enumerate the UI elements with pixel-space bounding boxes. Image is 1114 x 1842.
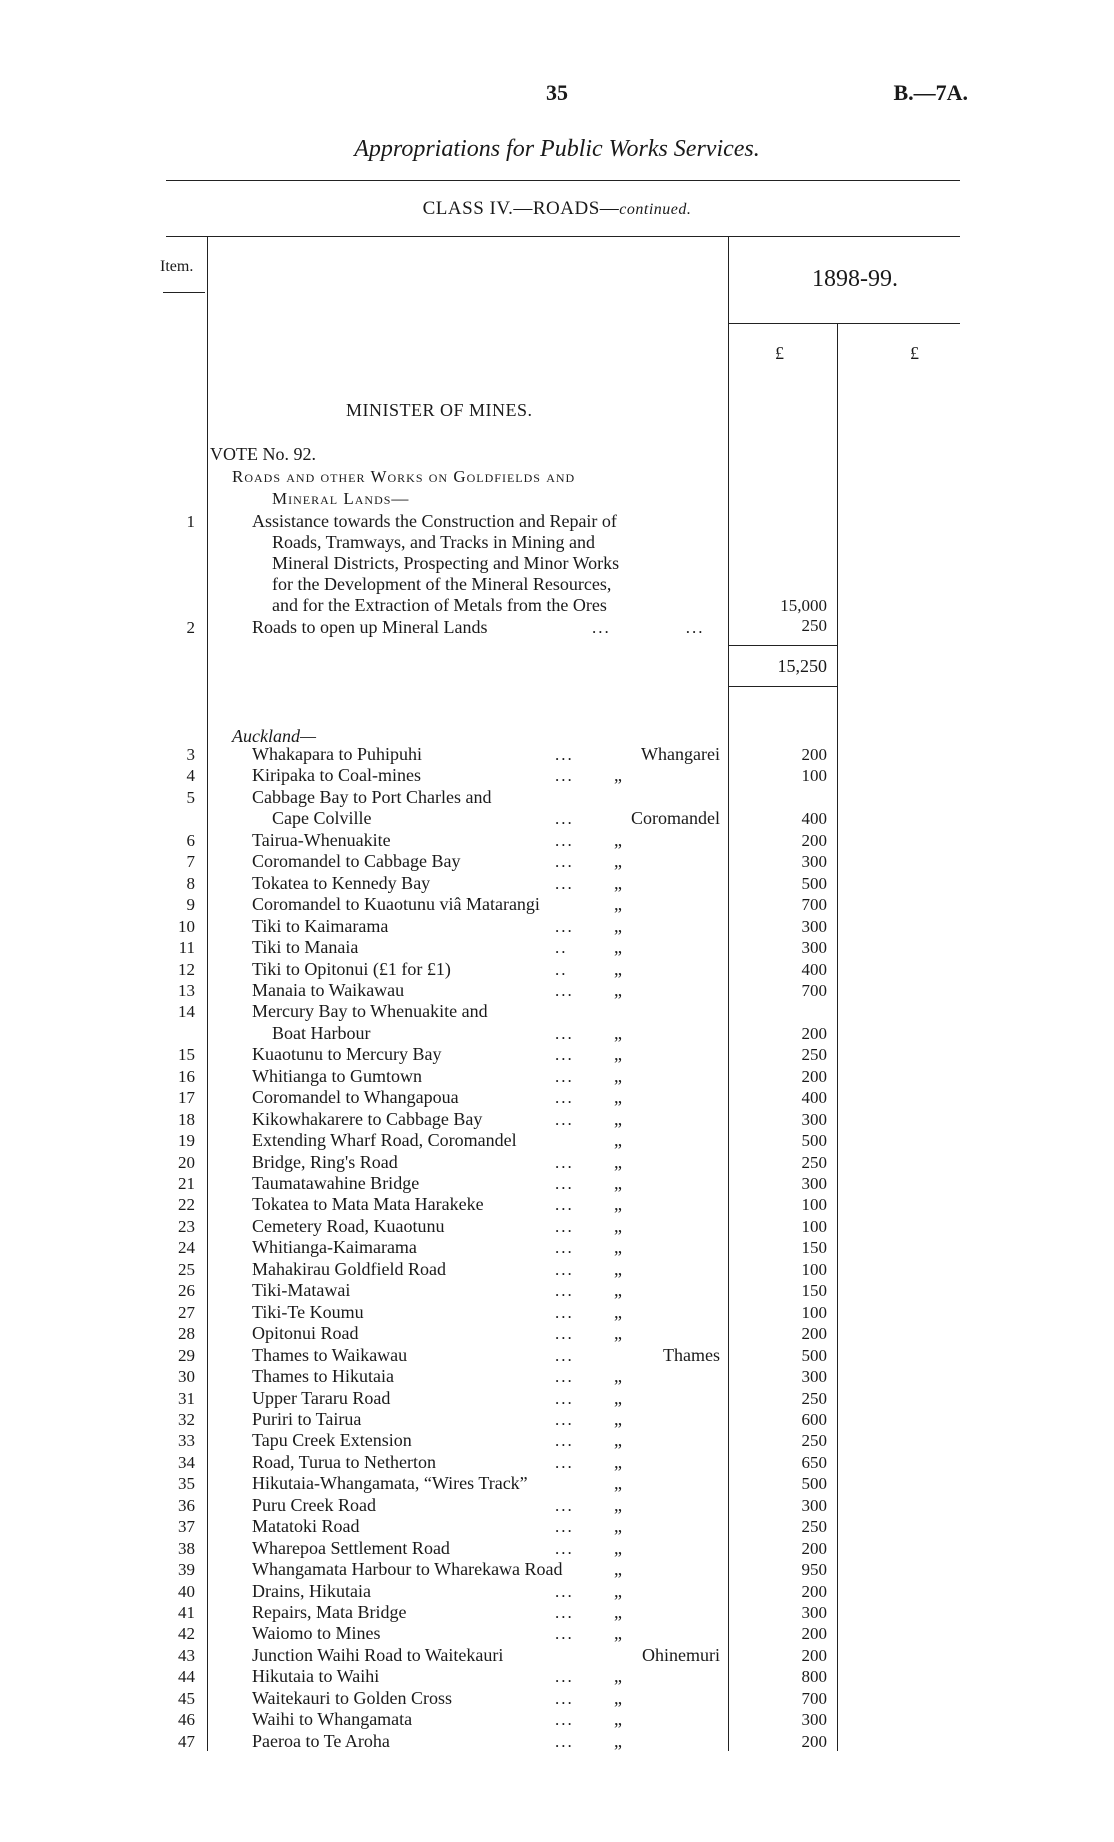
item-amount: 200 <box>801 831 827 850</box>
item-name: Waitekauri to Golden Cross <box>252 1688 453 1708</box>
vote-heading-line2: Mineral Lands— <box>272 489 410 508</box>
section-heading: Auckland— <box>232 726 316 746</box>
leader-dots: ... <box>555 1367 574 1386</box>
item-name: Thames to Hikutaia <box>252 1366 394 1386</box>
item-number: 28 <box>178 1324 195 1343</box>
item-district: „ <box>614 1709 622 1729</box>
item-amount: 500 <box>801 874 827 893</box>
item-district: „ <box>614 873 622 893</box>
year-header: 1898-99. <box>812 266 898 292</box>
leader-dots: ... <box>555 1217 574 1236</box>
item-amount: 300 <box>801 1367 827 1386</box>
item-district: „ <box>614 1237 622 1257</box>
page-number: 35 <box>546 80 568 105</box>
item-name: Waiomo to Mines <box>252 1623 381 1643</box>
pound-header-1: £ <box>775 343 784 363</box>
item-district: „ <box>614 1452 622 1472</box>
item-number: 12 <box>178 960 195 979</box>
item-district: „ <box>614 1602 622 1622</box>
item-amount: 300 <box>801 1496 827 1515</box>
item-number: 34 <box>178 1453 195 1472</box>
item-amount: 200 <box>801 1324 827 1343</box>
amount-column-rule <box>837 324 838 1751</box>
item-district: „ <box>614 1109 622 1129</box>
leader-dots: ... <box>555 809 574 828</box>
item-name: Whitianga-Kaimarama <box>252 1237 417 1257</box>
item-number: 22 <box>178 1195 195 1214</box>
item-number: 43 <box>178 1646 195 1665</box>
item-name: Kikowhakarere to Cabbage Bay <box>252 1109 483 1129</box>
item-number: 45 <box>178 1689 195 1708</box>
item-name: Coromandel to Kuaotunu viâ Matarangi <box>252 894 540 914</box>
item-number: 3 <box>186 745 195 764</box>
item-name: Taumatawahine Bridge <box>252 1173 420 1193</box>
vote-subtotal: 15,250 <box>777 656 827 676</box>
item-name: Junction Waihi Road to Waitekauri <box>252 1645 504 1665</box>
leader-dots: ... <box>555 1303 574 1322</box>
item-district: „ <box>614 916 622 936</box>
item-district: Thames <box>663 1345 720 1365</box>
item-name: Extending Wharf Road, Coromandel <box>252 1130 517 1150</box>
item-number: 23 <box>178 1217 195 1236</box>
item-amount: 250 <box>801 1431 827 1450</box>
item-district: „ <box>614 1409 622 1429</box>
item-amount: 200 <box>801 1732 827 1751</box>
item-name: Cemetery Road, Kuaotunu <box>252 1216 445 1236</box>
item-amount: 250 <box>801 1153 827 1172</box>
item-district: „ <box>614 1173 622 1193</box>
item-number: 19 <box>178 1131 195 1150</box>
item-number: 27 <box>178 1303 195 1322</box>
leader-dots: ... <box>555 852 574 871</box>
item-amount: 700 <box>801 1689 827 1708</box>
item-number: 33 <box>178 1431 195 1450</box>
item-amount: 300 <box>801 1603 827 1622</box>
item1-line: and for the Extraction of Metals from the Ores <box>272 595 607 615</box>
item-number: 21 <box>178 1174 195 1193</box>
item-number: 6 <box>186 831 195 850</box>
item-amount: 500 <box>801 1346 827 1365</box>
leader-dots: ... <box>555 1238 574 1257</box>
item-name: Matatoki Road <box>252 1516 360 1536</box>
item-number: 31 <box>178 1389 195 1408</box>
item-number: 9 <box>186 895 195 914</box>
item-amount: 300 <box>801 1110 827 1129</box>
item-name: Tiki to Kaimarama <box>252 916 389 936</box>
item-amount: 800 <box>801 1667 827 1686</box>
vote-title: VOTE No. 92. <box>210 444 316 464</box>
item-name: Cape Colville <box>272 808 372 828</box>
item-name: Hikutaia-Whangamata, “Wires Track” <box>252 1473 528 1493</box>
item-number: 47 <box>178 1732 195 1751</box>
leader-dots: ... <box>555 1710 574 1729</box>
item-amount: 100 <box>801 766 827 785</box>
leader-dots: ... <box>555 1582 574 1601</box>
item-name: Opitonui Road <box>252 1323 359 1343</box>
leader-dots: ... <box>555 874 574 893</box>
item-number: 24 <box>178 1238 195 1257</box>
item-district: „ <box>614 1516 622 1536</box>
item-name: Tiki-Matawai <box>252 1280 351 1300</box>
item-amount: 150 <box>801 1238 827 1257</box>
item-amount: 500 <box>801 1131 827 1150</box>
leader-dots: ... <box>555 1260 574 1279</box>
item-number: 46 <box>178 1710 195 1729</box>
item-district: „ <box>614 1280 622 1300</box>
item-name: Coromandel to Whangapoua <box>252 1087 459 1107</box>
item-district: „ <box>614 1430 622 1450</box>
item-amount: 300 <box>801 938 827 957</box>
item1-line: for the Development of the Mineral Resources, <box>272 574 612 594</box>
item-district: „ <box>614 830 622 850</box>
minister-heading: MINISTER OF MINES. <box>346 400 533 420</box>
item-district: „ <box>614 894 622 914</box>
leader-dots: ... <box>555 1346 574 1365</box>
item-name: Hikutaia to Waihi <box>252 1666 380 1686</box>
leader-dots: ... <box>555 1195 574 1214</box>
leader-dots: .. <box>555 938 568 957</box>
item-name: Drains, Hikutaia <box>252 1581 371 1601</box>
leader-dots: ... <box>555 1324 574 1343</box>
leader-dots: ... <box>555 1539 574 1558</box>
item-district: „ <box>614 980 622 1000</box>
item-amount: 600 <box>801 1410 827 1429</box>
item-amount: 950 <box>801 1560 827 1579</box>
item-district: „ <box>614 1366 622 1386</box>
item-amount: 400 <box>801 1088 827 1107</box>
item1-line: Mineral Districts, Prospecting and Minor Works <box>272 553 620 573</box>
item-number: 1 <box>186 512 195 531</box>
leader-dots: ... <box>555 1281 574 1300</box>
leader-dots: ... <box>555 1174 574 1193</box>
item-amount: 250 <box>801 1389 827 1408</box>
item-district: „ <box>614 1044 622 1064</box>
leader-dots: ... <box>555 1496 574 1515</box>
item-amount: 200 <box>801 1624 827 1643</box>
item-name: Paeroa to Te Aroha <box>252 1731 390 1751</box>
leader-dots: ... <box>555 1667 574 1686</box>
item-name: Repairs, Mata Bridge <box>252 1602 407 1622</box>
leader-dots: ... <box>555 745 574 764</box>
item-amount: 700 <box>801 981 827 1000</box>
leader-dots: ... <box>555 1024 574 1043</box>
leader-dots: ... <box>555 1153 574 1172</box>
item-amount: 300 <box>801 852 827 871</box>
item-district: Whangarei <box>641 744 720 764</box>
item-district: „ <box>614 1023 622 1043</box>
item-name: Kuaotunu to Mercury Bay <box>252 1044 442 1064</box>
item-number: 38 <box>178 1539 195 1558</box>
item2-dots: ... ... <box>592 618 705 637</box>
item-name: Wharepoa Settlement Road <box>252 1538 450 1558</box>
item-number: 30 <box>178 1367 195 1386</box>
item-name: Upper Tararu Road <box>252 1388 391 1408</box>
item-amount: 150 <box>801 1281 827 1300</box>
item-district: „ <box>614 1559 622 1579</box>
item-district: „ <box>614 1688 622 1708</box>
item-name: Road, Turua to Netherton <box>252 1452 436 1472</box>
leader-dots: ... <box>555 1045 574 1064</box>
item-district: „ <box>614 1538 622 1558</box>
item-amount: 400 <box>801 809 827 828</box>
item-name: Kiripaka to Coal-mines <box>252 765 421 785</box>
leader-dots: ... <box>555 1689 574 1708</box>
item-number: 18 <box>178 1110 195 1129</box>
item-number: 20 <box>178 1153 195 1172</box>
item-amount: 250 <box>801 1517 827 1536</box>
item-column-rule <box>207 236 208 1751</box>
leader-dots: ... <box>555 1624 574 1643</box>
leader-dots: ... <box>555 766 574 785</box>
item-amount: 300 <box>801 1710 827 1729</box>
item-name: Whakapara to Puhipuhi <box>252 744 422 764</box>
item-amount: 200 <box>801 1539 827 1558</box>
item-number: 29 <box>178 1346 195 1365</box>
item-number: 25 <box>178 1260 195 1279</box>
item-number: 44 <box>178 1667 195 1686</box>
leader-dots: ... <box>555 981 574 1000</box>
leader-dots: ... <box>555 1389 574 1408</box>
description-column-rule <box>728 236 729 1751</box>
leader-dots: ... <box>555 1067 574 1086</box>
item-name: Whangamata Harbour to Wharekawa Road <box>252 1559 563 1579</box>
item-district: „ <box>614 1216 622 1236</box>
item-amount: 400 <box>801 960 827 979</box>
item1-amount: 15,000 <box>780 596 827 615</box>
item-district: „ <box>614 1194 622 1214</box>
title-rule <box>166 180 960 181</box>
item-number: 13 <box>178 981 195 1000</box>
item-name: Cabbage Bay to Port Charles and <box>252 787 492 807</box>
item-district: „ <box>614 1581 622 1601</box>
item-name: Bridge, Ring's Road <box>252 1152 398 1172</box>
item2-text: Roads to open up Mineral Lands <box>252 617 488 637</box>
item-district: „ <box>614 1066 622 1086</box>
item-district: „ <box>614 1302 622 1322</box>
item-amount: 100 <box>801 1195 827 1214</box>
item2-amount: 250 <box>801 616 827 635</box>
item-amount: 100 <box>801 1260 827 1279</box>
leader-dots: ... <box>555 1088 574 1107</box>
item-number: 36 <box>178 1496 195 1515</box>
item-number: 42 <box>178 1624 195 1643</box>
leader-dots: ... <box>555 831 574 850</box>
item-name: Manaia to Waikawau <box>252 980 405 1000</box>
leader-dots: ... <box>555 1517 574 1536</box>
item-number: 5 <box>186 788 195 807</box>
item-number: 17 <box>178 1088 195 1107</box>
item-number: 32 <box>178 1410 195 1429</box>
item-number: 4 <box>186 766 195 785</box>
item-name: Tokatea to Mata Mata Harakeke <box>252 1194 484 1214</box>
item-district: „ <box>614 1130 622 1150</box>
item-number: 7 <box>186 852 195 871</box>
item-amount: 200 <box>801 1646 827 1665</box>
item-amount: 100 <box>801 1303 827 1322</box>
item-amount: 200 <box>801 1024 827 1043</box>
item-name: Puriri to Tairua <box>252 1409 362 1429</box>
item-district: „ <box>614 1152 622 1172</box>
table-top-rule <box>166 236 960 237</box>
item-name: Mercury Bay to Whenuakite and <box>252 1001 488 1021</box>
item-district: Ohinemuri <box>642 1645 720 1665</box>
item-amount: 650 <box>801 1453 827 1472</box>
item-number: 2 <box>186 618 195 637</box>
item-district: „ <box>614 1087 622 1107</box>
item-name: Boat Harbour <box>272 1023 371 1043</box>
item-district: „ <box>614 1731 622 1751</box>
item-name: Tiki-Te Koumu <box>252 1302 364 1322</box>
item-district: Coromandel <box>631 808 720 828</box>
item-amount: 250 <box>801 1045 827 1064</box>
item-amount: 500 <box>801 1474 827 1493</box>
leader-dots: ... <box>555 1110 574 1129</box>
item-name: Whitianga to Gumtown <box>252 1066 422 1086</box>
page-title: Appropriations for Public Works Services. <box>354 136 760 162</box>
item-district: „ <box>614 1495 622 1515</box>
item-name: Thames to Waikawau <box>252 1345 408 1365</box>
subtotal-rule-top <box>728 645 837 646</box>
item-name: Tiki to Manaia <box>252 937 359 957</box>
leader-dots: .. <box>555 960 568 979</box>
item-name: Waihi to Whangamata <box>252 1709 413 1729</box>
item1-line: Assistance towards the Construction and Repair of <box>252 511 617 531</box>
item-district: „ <box>614 959 622 979</box>
item-number: 15 <box>178 1045 195 1064</box>
item-name: Tiki to Opitonui (£1 for £1) <box>252 959 451 979</box>
item-district: „ <box>614 1473 622 1493</box>
item-number: 39 <box>178 1560 195 1579</box>
item-amount: 100 <box>801 1217 827 1236</box>
item-number: 26 <box>178 1281 195 1300</box>
leader-dots: ... <box>555 1410 574 1429</box>
item-district: „ <box>614 1259 622 1279</box>
leader-dots: ... <box>555 1603 574 1622</box>
item-number: 40 <box>178 1582 195 1601</box>
item-number: 16 <box>178 1067 195 1086</box>
item-name: Tairua-Whenuakite <box>252 830 391 850</box>
leader-dots: ... <box>555 1431 574 1450</box>
item1-line: Roads, Tramways, and Tracks in Mining and <box>272 532 596 552</box>
item-number: 41 <box>178 1603 195 1622</box>
item-name: Puru Creek Road <box>252 1495 376 1515</box>
item-number: 37 <box>178 1517 195 1536</box>
item-number: 14 <box>178 1002 195 1021</box>
pound-header-2: £ <box>910 343 919 363</box>
leader-dots: ... <box>555 917 574 936</box>
year-rule <box>728 323 960 324</box>
vote-heading-line1: Roads and other Works on Goldfields and <box>232 467 576 486</box>
class-heading-continued: continued. <box>619 201 692 218</box>
item-column-header: Item. <box>160 258 194 275</box>
item-amount: 200 <box>801 1067 827 1086</box>
item-number: 10 <box>178 917 195 936</box>
leader-dots: ... <box>555 1453 574 1472</box>
item-name: Coromandel to Cabbage Bay <box>252 851 461 871</box>
item-district: „ <box>614 1323 622 1343</box>
item-number: 35 <box>178 1474 195 1493</box>
item-amount: 300 <box>801 1174 827 1193</box>
item-district: „ <box>614 851 622 871</box>
class-heading: CLASS IV.—ROADS—continued. <box>422 198 692 219</box>
paper-code: B.—7A. <box>893 80 968 105</box>
subtotal-rule-bottom <box>728 686 837 687</box>
item-district: „ <box>614 1666 622 1686</box>
item-amount: 200 <box>801 1582 827 1601</box>
item-amount: 700 <box>801 895 827 914</box>
item-head-rule <box>163 292 205 293</box>
item-name: Tapu Creek Extension <box>252 1430 412 1450</box>
item-district: „ <box>614 937 622 957</box>
item-amount: 200 <box>801 745 827 764</box>
item-name: Mahakirau Goldfield Road <box>252 1259 446 1279</box>
item-number: 11 <box>178 938 195 957</box>
leader-dots: ... <box>555 1732 574 1751</box>
item-number: 8 <box>186 874 195 893</box>
item-amount: 300 <box>801 917 827 936</box>
item-district: „ <box>614 1388 622 1408</box>
item-district: „ <box>614 765 622 785</box>
item-district: „ <box>614 1623 622 1643</box>
item-name: Tokatea to Kennedy Bay <box>252 873 431 893</box>
